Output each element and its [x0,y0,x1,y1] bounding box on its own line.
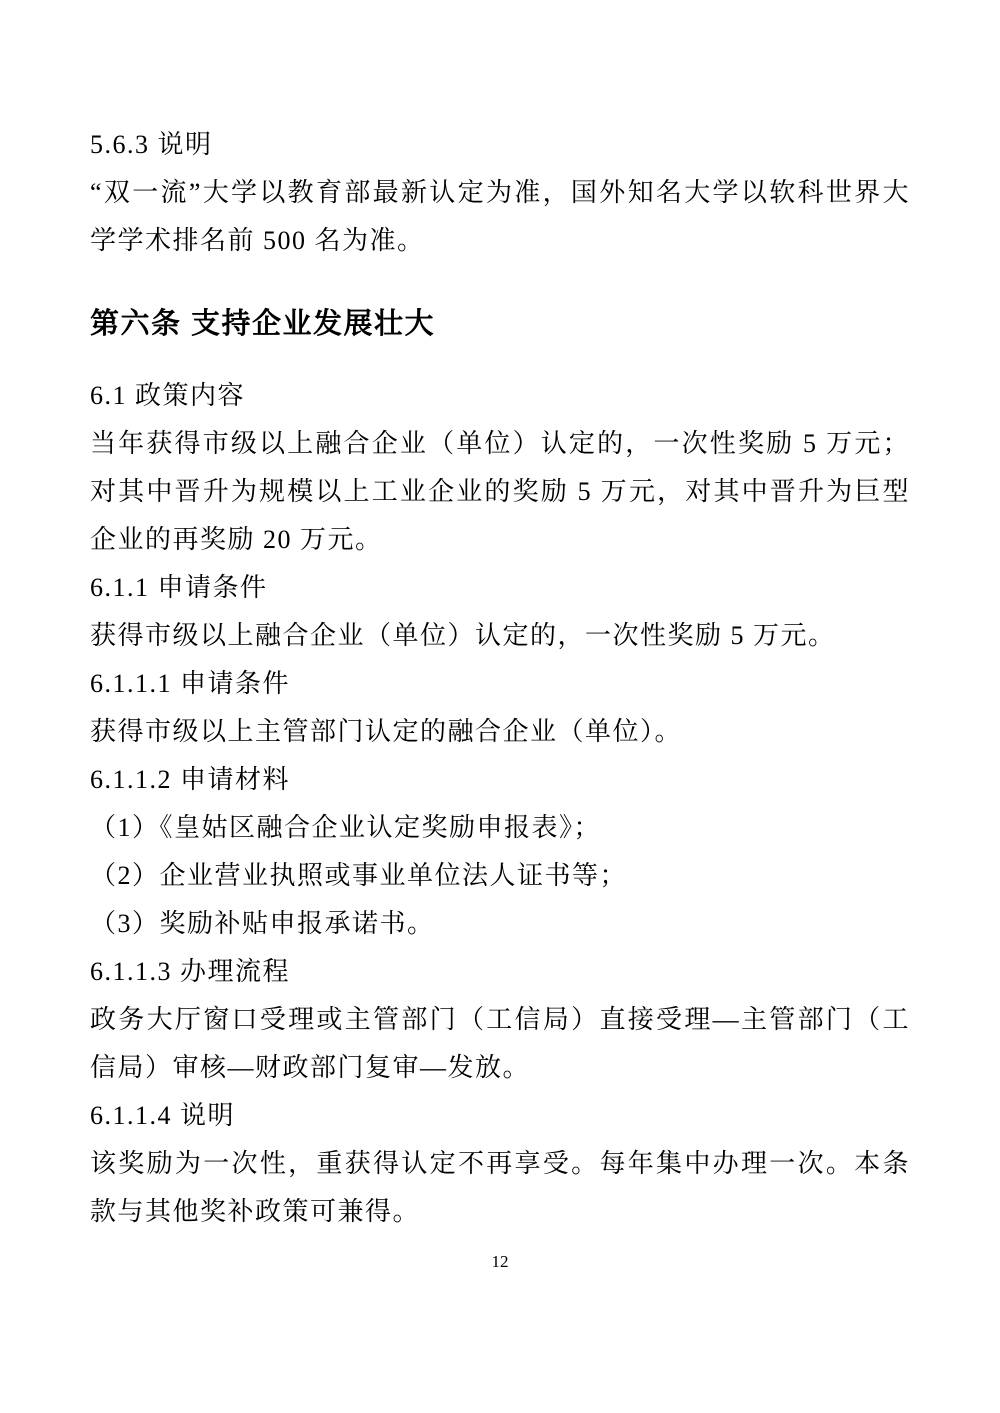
document-content [90,121,910,1236]
section-6-1-1-1-heading: 6.1.1.1 申请条件 [90,669,291,698]
material-item-3: （3）奖励补贴申报承诺书。 [90,909,435,938]
section-6-1-1-3-body: 政务大厅窗口受理或主管部门（工信局）直接受理—主管部门（工信局）审核—财政部门复审—发放。 [90,1005,910,1082]
article-6-heading: 第六条 支持企业发展壮大 [90,308,436,340]
section-6-1-heading: 6.1 政策内容 [90,381,246,410]
section-6-1-1-3-heading: 6.1.1.3 办理流程 [90,957,291,986]
section-5-6-3-body: “双一流”大学以教育部最新认定为准，国外知名大学以软科世界大学学术排名前 500 名为准。 [90,178,910,255]
page-number: 12 [491,1252,509,1271]
section-6-1-1-body: 获得市级以上融合企业（单位）认定的，一次性奖励 5 万元。 [90,621,836,650]
section-6-1-1-1-body: 获得市级以上主管部门认定的融合企业（单位）。 [90,717,683,746]
section-5-6-3-heading: 5.6.3 说明 [90,130,213,159]
section-6-1-1-2-heading: 6.1.1.2 申请材料 [90,765,291,794]
material-item-1: （1）《皇姑区融合企业认定奖励申报表》； [90,813,602,842]
section-6-1-1-4-body: 该奖励为一次性，重获得认定不再享受。每年集中办理一次。本条款与其他奖补政策可兼得。 [90,1149,910,1226]
section-6-1-body: 当年获得市级以上融合企业（单位）认定的，一次性奖励 5 万元；对其中晋升为规模以上工业企业的奖励 5 万元，对其中晋升为巨型企业的再奖励 20 万元。 [90,429,910,554]
section-6-1-1-4-heading: 6.1.1.4 说明 [90,1101,236,1130]
material-item-2: （2）企业营业执照或事业单位法人证书等； [90,861,628,890]
section-6-1-1-heading: 6.1.1 申请条件 [90,573,268,602]
